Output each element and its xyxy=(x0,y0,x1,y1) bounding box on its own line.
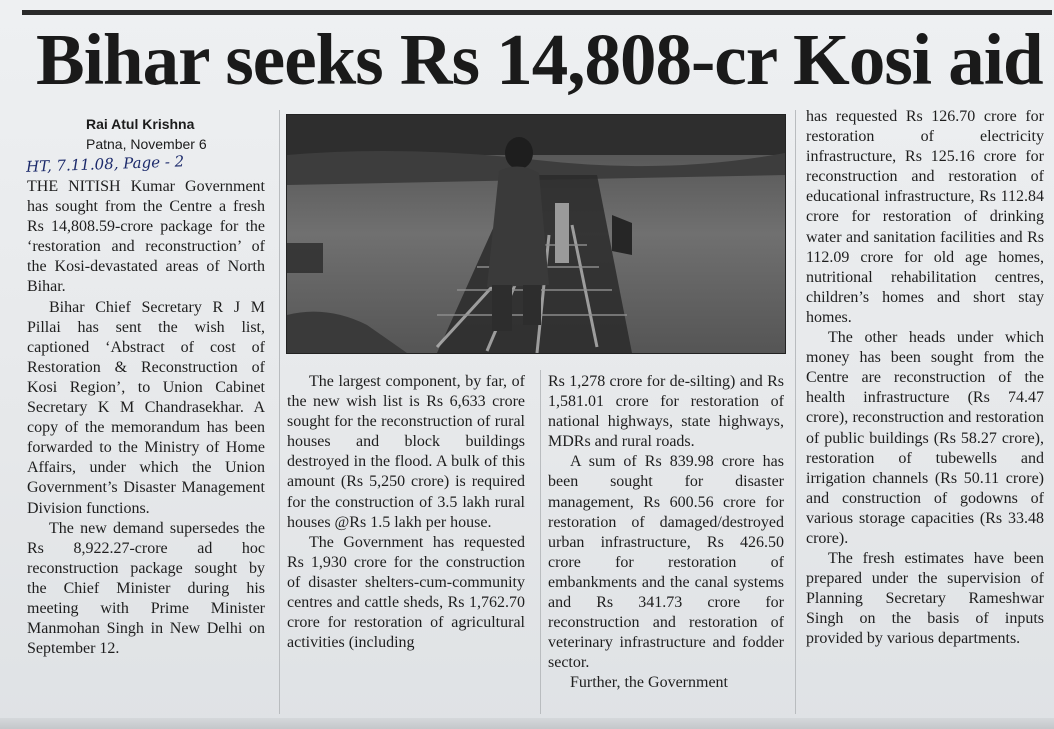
bottom-edge xyxy=(0,718,1054,729)
column-4 xyxy=(806,107,1044,650)
author-name: Rai Atul Krishna xyxy=(86,116,195,132)
paragraph: The new demand supersedes the Rs 8,922.27-crore ad hoc reconstruction package sought by the Chief Minister during his meeting with Prime Minister Manmohan Singh in New Delhi on September 12. xyxy=(27,519,265,658)
column-divider xyxy=(795,110,796,714)
paragraph: Further, the Government xyxy=(570,674,728,692)
column-3 xyxy=(548,372,784,694)
paragraph: The Government has requested Rs 1,930 crore for the construction of disaster shelters-cum-community centres and cattle sheds, Rs 1,762.70 crore for restoration of agricultural activities (including xyxy=(287,533,525,652)
flood-photo xyxy=(286,114,786,354)
paragraph: The largest component, by far, of the new wish list is Rs 6,633 crore sought for the reconstruction of rural houses and block buildings destroyed in the flood. A bulk of this amount (Rs 5,250 crore) is required for the construction of 3.5 lakh rural houses @Rs 1.5 lakh per house. xyxy=(287,373,525,531)
column-1 xyxy=(27,177,265,659)
paragraph: has requested Rs 126.70 crore for restoration of electricity infrastructure, Rs 125.16 crore for reconstruction and restoration of educational infrastructure, Rs 112.84 crore for restoration of drinking water and sanitation facilities and Rs 112.09 crore for old age homes, nutritional rehabilitation centres, children’s homes and short stay homes. xyxy=(806,108,1044,326)
headline: Bihar seeks Rs 14,808-cr Kosi aid xyxy=(36,19,1043,100)
paragraph: THE NITISH Kumar Government has sought from the Centre a fresh Rs 14,808.59-crore package for the ‘restoration and reconstruction’ of the Kosi-devastated areas of North Bihar. xyxy=(27,178,265,296)
handwritten-note: HT, 7.11.08, Page - 2 xyxy=(25,152,185,176)
paragraph: The other heads under which money has been sought from the Centre are reconstruction of the health infrastructure (Rs 74.47 crore), reconstruction and restoration of public buildings (Rs 58.27 crore), restoration of tubewells and irrigation channels (Rs 50.11 crore) and construction of godowns of various storage capacities (Rs 33.48 crore). xyxy=(806,329,1044,547)
paragraph: Bihar Chief Secretary R J M Pillai has sent the wish list, captioned ‘Abstract of cost of Restoration & Reconstruction of Kosi Region’, to Union Cabinet Secretary K M Chandrasekhar. A copy of the memorandum has been forwarded to the Ministry of Home Affairs, under which the Union Government’s Disaster Management Division functions. xyxy=(27,298,265,517)
column-divider xyxy=(540,370,541,714)
flood-photo-image xyxy=(287,115,785,353)
paragraph: The fresh estimates have been prepared under the supervision of Planning Secretary Rameshwar Singh on the basis of inputs provided by various departments. xyxy=(806,550,1044,648)
column-2 xyxy=(287,372,525,653)
paragraph: Rs 1,278 crore for de-silting) and Rs 1,581.01 crore for restoration of national highways, state highways, MDRs and rural roads. xyxy=(548,373,784,451)
paragraph: A sum of Rs 839.98 crore has been sought for disaster management, Rs 600.56 crore for restoration of damaged/destroyed urban infrastructure, Rs 426.50 crore for restoration of embankments and the canal systems and Rs 341.73 crore for reconstruction and restoration of veterinary infrastructure and fodder sector. xyxy=(548,453,784,672)
dateline: Patna, November 6 xyxy=(86,136,207,152)
byline xyxy=(86,114,286,154)
column-divider xyxy=(279,110,280,714)
